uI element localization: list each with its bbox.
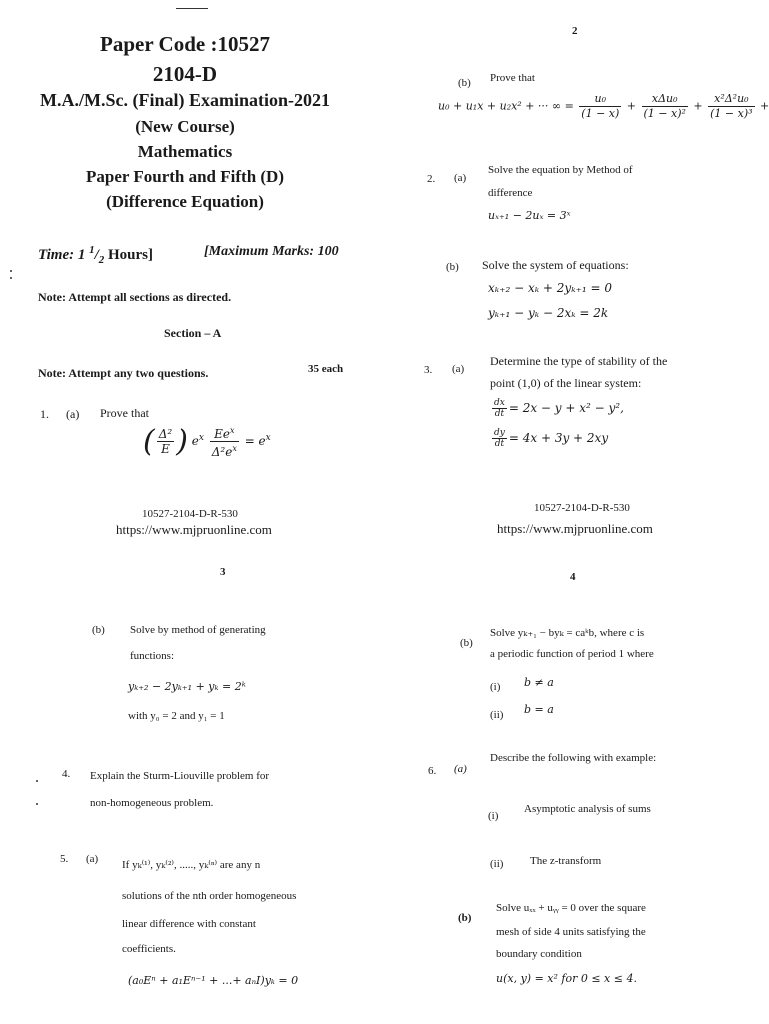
q3a-text-1: Determine the type of stability of the (490, 354, 668, 368)
footer-code-right: 10527-2104-D-R-530 (534, 502, 630, 514)
q3a-part: (a) (452, 363, 465, 375)
q1b-part: (b) (458, 77, 471, 89)
page-number-3: 3 (220, 566, 226, 578)
scan-mark-line (176, 8, 208, 9)
q1b-text: Prove that (490, 72, 535, 84)
subject-label: Mathematics (137, 142, 233, 161)
q5a-text-3: linear difference with constant (122, 918, 256, 930)
q6a-item-i-text: Asymptotic analysis of sums (524, 803, 651, 815)
q3b-text-2: functions: (130, 650, 174, 662)
q6a-item-ii-text: The z-transform (530, 855, 602, 867)
course-label: (New Course) (135, 117, 235, 136)
q1a-part: (a) (66, 407, 80, 421)
q5b-text-2: a periodic function of period 1 where (490, 648, 654, 660)
q5a-part: (a) (86, 853, 99, 865)
section-a-heading: Section – A (164, 326, 222, 340)
time-label: Time: 1 $^1/_2$ Hours] (38, 244, 154, 266)
q6a-part: (a) (454, 763, 467, 775)
scan-dot (10, 277, 12, 279)
q2b-equation-1: xₖ₊₂ − xₖ + 2yₖ₊₁ = 0 (488, 281, 613, 295)
q3a-equation-2: $\frac{dy}{dt}$ = 4x + 3y + 2xy (494, 428, 609, 449)
paper-code: Paper Code :10527 (100, 32, 270, 56)
q5a-text-4: coefficients. (122, 943, 176, 955)
q6b-part: (b) (458, 912, 472, 924)
q6b-equation: u(x, y) = x² for 0 ≤ x ≤ 4. (496, 972, 637, 985)
q5b-part: (b) (460, 637, 473, 649)
page-number-4: 4 (570, 571, 576, 583)
q2b-text: Solve the system of equations: (482, 258, 629, 272)
q5b-case-ii: (ii) (490, 709, 504, 721)
paper-subtitle: (Difference Equation) (106, 192, 264, 211)
q5b-case-i: (i) (490, 681, 501, 693)
q6-number: 6. (428, 765, 437, 777)
q3a-text-2: point (1,0) of the linear system: (490, 376, 642, 390)
exam-title: M.A./M.Sc. (Final) Examination-2021 (40, 90, 330, 110)
q1-number: 1. (40, 407, 49, 421)
q2a-text-2: difference (488, 187, 533, 199)
scan-dot (36, 780, 38, 782)
q2a-equation: uₓ₊₁ − 2uₓ = 3ˣ (488, 209, 571, 222)
q4-number: 4. (62, 768, 71, 780)
q2a-text-1: Solve the equation by Method of (488, 164, 633, 176)
q2a-part: (a) (454, 172, 467, 184)
q5a-text-2: solutions of the nth order homogeneous (122, 890, 297, 902)
q5-number: 5. (60, 853, 69, 865)
q5b-text-1: Solve yₖ₊₁ − byₖ = caᵏb, where c is (490, 627, 645, 639)
q4-text-1: Explain the Sturm-Liouville problem for (90, 770, 270, 782)
q4-text-2: non-homogeneous problem. (90, 797, 214, 809)
q6a-item-i: (i) (488, 810, 499, 822)
q5b-case-i-eq: b ≠ a (524, 676, 554, 689)
q1b-series-formula: u₀ + u₁x + u₂x² + ··· ∞ = $\frac{\text{u₀}}{(1 - x)}$ + $\frac{\text{xΔu₀}}{\text{(1 − x)²}}$ + $\frac{\text{x²Δ²u₀}}{\text{(1 − x)³}}$ + (438, 92, 769, 120)
q3a-equation-1: $\frac{dx}{dt}$ = 2x − y + x² − y², (494, 398, 624, 419)
q3b-part: (b) (92, 624, 105, 636)
footer-code-left: 10527-2104-D-R-530 (142, 508, 238, 520)
note-attempt-two: Note: Attempt any two questions. (38, 366, 209, 380)
q5a-text-1: If yₖ⁽¹⁾, yₖ⁽²⁾, ....., yₖ⁽ⁿ⁾ are any n (122, 859, 261, 871)
q1a-formula: ( $\frac{\text{Δ²}}{E}$ ) $e^x$ $\frac{Ee^x}{\Delta^2e^x}$ = $e^x$ (143, 424, 271, 459)
q3b-condition: with y₀ = 2 and y₁ = 1 (128, 710, 225, 722)
note-attempt-all: Note: Attempt all sections as directed. (38, 290, 232, 304)
scan-dot (36, 803, 38, 805)
q2b-equation-2: yₖ₊₁ − yₖ − 2xₖ = 2k (488, 306, 609, 320)
q6b-text-3: boundary condition (496, 948, 582, 960)
footer-url-right: https://www.mjpruonline.com (497, 521, 653, 536)
q1a-text: Prove that (100, 406, 149, 420)
q3-number: 3. (424, 364, 433, 376)
q3b-equation: yₖ₊₂ − 2yₖ₊₁ + yₖ = 2ᵏ (128, 680, 246, 693)
q6b-text-1: Solve uₓₓ + uᵧᵧ = 0 over the square (496, 902, 646, 914)
q2-number: 2. (427, 173, 436, 185)
footer-url-left: https://www.mjpruonline.com (116, 522, 272, 537)
q3b-text-1: Solve by method of generating (130, 624, 266, 636)
q6a-item-ii: (ii) (490, 858, 504, 870)
paper-label: Paper Fourth and Fifth (D) (85, 167, 284, 186)
paper-code-2: 2104-D (152, 62, 218, 86)
q5a-equation: (a₀Eⁿ + a₁Eⁿ⁻¹ + ...+ aₙI)yₖ = 0 (128, 974, 299, 987)
marks-each: 35 each (308, 363, 344, 375)
q6b-text-2: mesh of side 4 units satisfying the (496, 926, 646, 938)
page-number-2: 2 (572, 25, 578, 37)
q6a-text: Describe the following with example: (490, 752, 657, 764)
q5b-case-ii-eq: b = a (524, 703, 554, 716)
scan-dot (10, 270, 12, 272)
q2b-part: (b) (446, 261, 459, 273)
max-marks-label: [Maximum Marks: 100 (204, 244, 339, 259)
